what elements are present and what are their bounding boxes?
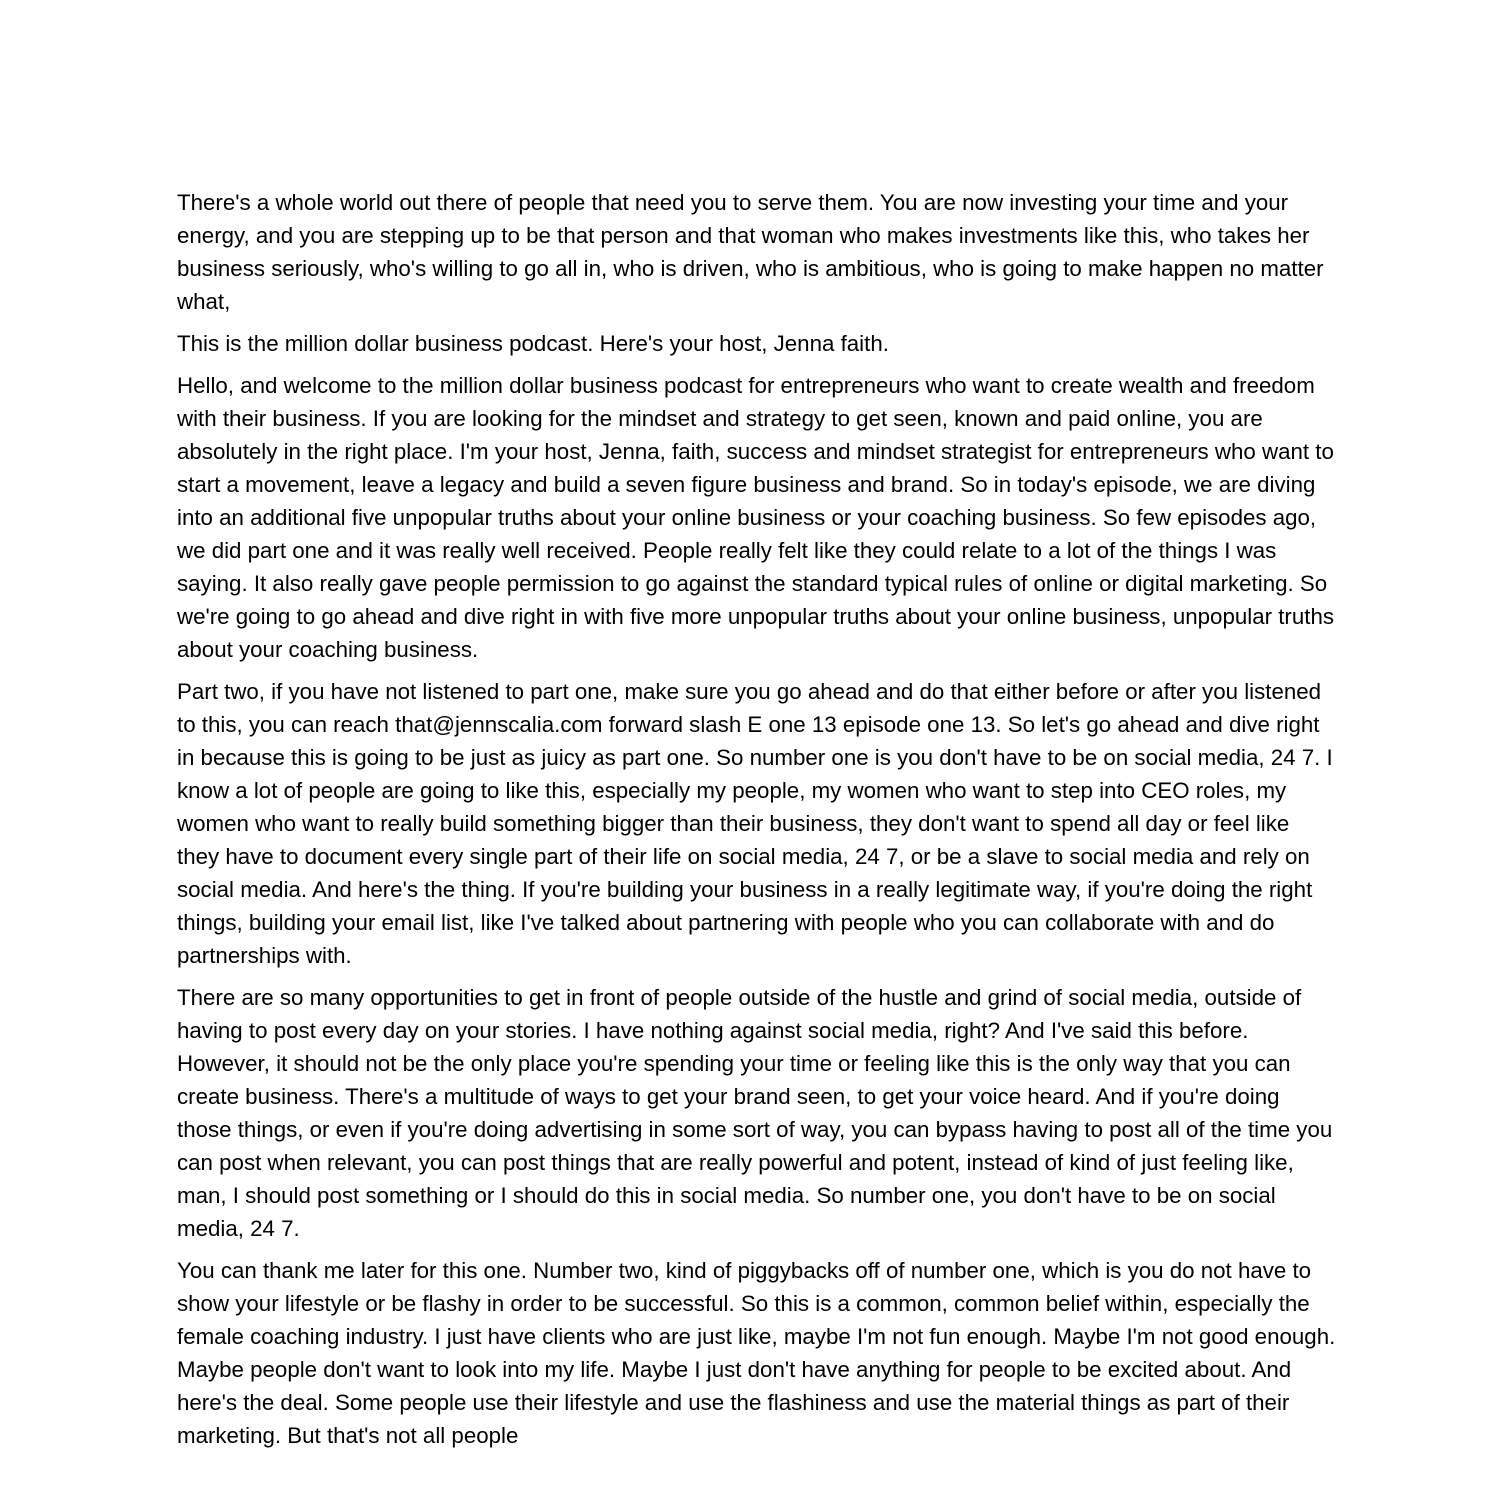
document-body (177, 186, 1337, 1461)
paragraph-number-two: You can thank me later for this one. Number two, kind of piggybacks off of number one, which is you do not have to show your lifestyle or be flashy in order to be successful. So this is a common, common belief within, especially the female coaching industry. I just have clients who are just like, maybe I'm not fun enough. Maybe I'm not good enough. Maybe people don't want to look into my life. Maybe I just don't have anything for people to be excited about. And here's the deal. Some people use their lifestyle and use the flashiness and use the material things as part of their marketing. But that's not all people (177, 1258, 1336, 1448)
paragraph-intro-clip: There's a whole world out there of people that need you to serve them. You are now investing your time and your energy, and you are stepping up to be that person and that woman who makes investments like this, who takes her business seriously, who's willing to go all in, who is driven, who is ambitious, who is going to make happen no matter what, (177, 190, 1324, 314)
paragraph-social-media: There are so many opportunities to get in front of people outside of the hustle and grind of social media, outside of having to post every day on your stories. I have nothing against social media, right? And I've said this before. However, it should not be the only place you're spending your time or feeling like this is the only way that you can create business. There's a multitude of ways to get your brand seen, to get your voice heard. And if you're doing those things, or even if you're doing advertising in some sort of way, you can bypass having to post all of the time you can post when relevant, you can post things that are really powerful and potent, instead of kind of just feeling like, man, I should post something or I should do this in social media. So number one, you don't have to be on social media, 24 7. (177, 985, 1333, 1241)
paragraph-podcast-announcement: This is the million dollar business podcast. Here's your host, Jenna faith. (177, 331, 889, 356)
paragraph-part-two: Part two, if you have not listened to part one, make sure you go ahead and do that either before or after you listened to this, you can reach that@jennscalia.com forward slash E one 13 episode one 13. So let's go ahead and dive right in because this is going to be just as juicy as part one. So number one is you don't have to be on social media, 24 7. I know a lot of people are going to like this, especially my people, my women who want to step into CEO roles, my women who want to really build something bigger than their business, they don't want to spend all day or feel like they have to document every single part of their life on social media, 24 7, or be a slave to social media and rely on social media. And here's the thing. If you're building your business in a really legitimate way, if you're doing the right things, building your email list, like I've talked about partnering with people who you can collaborate with and do partnerships with. (177, 679, 1333, 968)
paragraph-welcome: Hello, and welcome to the million dollar business podcast for entrepreneurs who want to create wealth and freedom with their business. If you are looking for the mindset and strategy to get seen, known and paid online, you are absolutely in the right place. I'm your host, Jenna, faith, success and mindset strategist for entrepreneurs who want to start a movement, leave a legacy and build a seven figure business and brand. So in today's episode, we are diving into an additional five unpopular truths about your online business or your coaching business. So few episodes ago, we did part one and it was really well received. People really felt like they could relate to a lot of the things I was saying. It also really gave people permission to go against the standard typical rules of online or digital marketing. So we're going to go ahead and dive right in with five more unpopular truths about your online business, unpopular truths about your coaching business. (177, 373, 1334, 662)
